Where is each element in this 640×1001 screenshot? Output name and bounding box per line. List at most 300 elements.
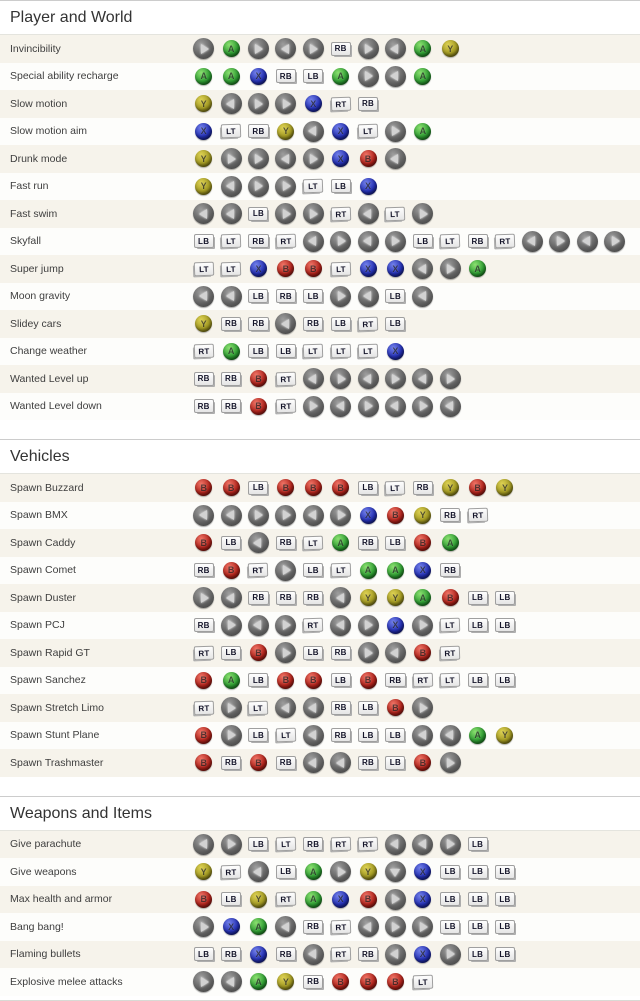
- lb-button-icon: LB: [440, 920, 460, 934]
- dpad-left-icon: [275, 38, 296, 59]
- face-button-y-icon: Y: [195, 863, 212, 880]
- lb-button-icon: LB: [385, 756, 405, 770]
- dpad-right-icon: [440, 258, 461, 279]
- button-slot: [327, 920, 354, 934]
- face-button-a-icon: A: [332, 68, 349, 85]
- dpad-right-icon: [193, 38, 214, 59]
- triangle-right: [283, 99, 291, 109]
- button-slot: [245, 563, 272, 577]
- lb-button-icon: LB: [385, 728, 405, 742]
- rb-button-icon: RB: [440, 563, 460, 577]
- lb-button-icon: LB: [385, 317, 405, 331]
- button-slot: [300, 95, 327, 112]
- button-slot: [190, 916, 217, 937]
- triangle-right: [283, 620, 291, 630]
- rb-button-icon: RB: [331, 42, 351, 56]
- button-slot: [354, 891, 381, 908]
- button-slot: [409, 481, 436, 495]
- button-slot: [300, 618, 327, 632]
- button-slot: [190, 315, 217, 332]
- button-slot: [354, 344, 381, 358]
- lt-button-icon: LT: [221, 261, 241, 276]
- triangle-right: [201, 922, 209, 932]
- dpad-right-icon: [549, 231, 570, 252]
- cheat-row: [0, 831, 640, 859]
- triangle-left: [418, 291, 426, 301]
- dpad-left-icon: [577, 231, 598, 252]
- lt-button-icon: LT: [330, 563, 350, 578]
- rb-button-icon: RB: [303, 975, 323, 989]
- button-slot: [300, 863, 327, 880]
- button-slot: [354, 124, 381, 138]
- button-slot: [217, 40, 244, 57]
- button-slot: [300, 203, 327, 224]
- dpad-left-icon: [221, 203, 242, 224]
- cheat-name: Give parachute: [10, 838, 82, 851]
- face-button-b-icon: B: [305, 672, 322, 689]
- face-button-x-icon: X: [250, 946, 267, 963]
- button-slot: [382, 66, 409, 87]
- triangle-right: [255, 44, 263, 54]
- button-slot: [300, 344, 327, 358]
- button-slot: [409, 644, 436, 661]
- cheat-row: [0, 90, 640, 118]
- button-sequence: [190, 176, 382, 197]
- button-slot: [272, 697, 299, 718]
- button-slot: [409, 258, 436, 279]
- triangle-right: [557, 236, 565, 246]
- dpad-right-icon: [412, 203, 433, 224]
- lt-button-icon: LT: [303, 535, 323, 550]
- triangle-right: [228, 703, 236, 713]
- cheat-name: Slidey cars: [10, 317, 62, 330]
- cheat-name: Spawn Trashmaster: [10, 756, 104, 769]
- button-slot: [354, 396, 381, 417]
- lb-button-icon: LB: [468, 920, 488, 934]
- face-button-y-icon: Y: [387, 589, 404, 606]
- button-slot: [491, 892, 518, 906]
- triangle-left: [363, 291, 371, 301]
- button-slot: [491, 618, 518, 632]
- button-slot: [437, 258, 464, 279]
- triangle-right: [365, 71, 373, 81]
- button-slot: [409, 891, 436, 908]
- face-button-a-icon: A: [223, 672, 240, 689]
- section-vehicles: [0, 439, 640, 781]
- lb-button-icon: LB: [468, 837, 488, 851]
- rt-button-icon: RT: [276, 234, 296, 249]
- button-slot: [491, 234, 518, 248]
- lb-button-icon: LB: [248, 289, 268, 303]
- button-slot: [354, 837, 381, 851]
- button-slot: [272, 672, 299, 689]
- lb-button-icon: LB: [358, 701, 378, 715]
- button-slot: [245, 260, 272, 277]
- face-button-y-icon: Y: [360, 589, 377, 606]
- triangle-right: [283, 648, 291, 658]
- dpad-left-icon: [275, 697, 296, 718]
- button-sequence: [190, 697, 437, 718]
- button-slot: [382, 861, 409, 882]
- cheat-row: [0, 913, 640, 941]
- dpad-right-icon: [412, 615, 433, 636]
- button-slot: [327, 179, 354, 193]
- button-slot: [217, 124, 244, 138]
- dpad-right-icon: [385, 916, 406, 937]
- face-button-b-icon: B: [442, 589, 459, 606]
- dpad-right-icon: [221, 148, 242, 169]
- button-slot: [190, 399, 217, 413]
- button-slot: [272, 837, 299, 851]
- button-slot: [272, 69, 299, 83]
- button-slot: [327, 837, 354, 851]
- face-button-a-icon: A: [223, 40, 240, 57]
- rb-button-icon: RB: [221, 756, 241, 770]
- button-slot: [217, 372, 244, 386]
- dpad-left-icon: [303, 725, 324, 746]
- button-slot: [354, 562, 381, 579]
- button-slot: [300, 148, 327, 169]
- button-sequence: [190, 532, 464, 553]
- button-slot: [327, 207, 354, 221]
- button-slot: [272, 728, 299, 742]
- button-slot: [272, 93, 299, 114]
- button-slot: [409, 615, 436, 636]
- button-slot: [300, 837, 327, 851]
- button-slot: [409, 507, 436, 524]
- cheat-name: Spawn Caddy: [10, 536, 76, 549]
- lb-button-icon: LB: [468, 865, 488, 879]
- face-button-y-icon: Y: [195, 178, 212, 195]
- dpad-right-icon: [275, 203, 296, 224]
- button-slot: [190, 587, 217, 608]
- triangle-right: [392, 236, 400, 246]
- button-sequence: [190, 396, 464, 417]
- lb-button-icon: LB: [468, 673, 488, 687]
- lt-button-icon: LT: [193, 261, 213, 276]
- face-button-a-icon: A: [442, 534, 459, 551]
- button-slot: [245, 701, 272, 715]
- face-button-y-icon: Y: [360, 863, 377, 880]
- face-button-b-icon: B: [332, 973, 349, 990]
- face-button-x-icon: X: [387, 343, 404, 360]
- face-button-b-icon: B: [250, 370, 267, 387]
- dpad-right-icon: [330, 286, 351, 307]
- button-slot: [272, 479, 299, 496]
- cheat-name: Moon gravity: [10, 290, 71, 303]
- face-button-b-icon: B: [195, 672, 212, 689]
- button-slot: [300, 920, 327, 934]
- face-button-b-icon: B: [195, 479, 212, 496]
- dpad-left-icon: [385, 396, 406, 417]
- button-slot: [409, 234, 436, 248]
- cheat-row: [0, 63, 640, 91]
- dpad-left-icon: [412, 725, 433, 746]
- button-slot: [272, 344, 299, 358]
- button-slot: [272, 591, 299, 605]
- button-slot: [300, 121, 327, 142]
- face-button-x-icon: X: [414, 946, 431, 963]
- button-slot: [217, 646, 244, 660]
- button-slot: [437, 368, 464, 389]
- button-slot: [300, 368, 327, 389]
- rb-button-icon: RB: [358, 947, 378, 961]
- face-button-a-icon: A: [223, 68, 240, 85]
- button-slot: [354, 973, 381, 990]
- button-slot: [382, 562, 409, 579]
- lt-button-icon: LT: [440, 618, 460, 633]
- button-slot: [354, 615, 381, 636]
- dpad-right-icon: [275, 560, 296, 581]
- triangle-left: [390, 44, 398, 54]
- button-sequence: [190, 368, 464, 389]
- button-slot: [272, 289, 299, 303]
- button-slot: [382, 396, 409, 417]
- triangle-left: [281, 319, 289, 329]
- triangle-left: [226, 291, 234, 301]
- face-button-a-icon: A: [332, 534, 349, 551]
- button-slot: [437, 396, 464, 417]
- dpad-right-icon: [440, 752, 461, 773]
- button-slot: [327, 286, 354, 307]
- cheat-row: [0, 639, 640, 667]
- button-slot: [190, 344, 217, 358]
- button-sequence: [190, 66, 437, 87]
- face-button-x-icon: X: [360, 178, 377, 195]
- button-slot: [217, 234, 244, 248]
- button-slot: [409, 589, 436, 606]
- face-button-a-icon: A: [250, 918, 267, 935]
- triangle-left: [418, 264, 426, 274]
- lt-button-icon: LT: [413, 974, 433, 989]
- face-button-b-icon: B: [469, 479, 486, 496]
- button-slot: [217, 562, 244, 579]
- rb-button-icon: RB: [276, 947, 296, 961]
- button-slot: [245, 891, 272, 908]
- cheat-name: Fast run: [10, 180, 49, 193]
- triangle-right: [392, 922, 400, 932]
- dpad-left-icon: [193, 286, 214, 307]
- triangle-left: [418, 839, 426, 849]
- button-slot: [300, 396, 327, 417]
- rb-button-icon: RB: [276, 591, 296, 605]
- button-slot: [327, 973, 354, 990]
- cheat-name: Slow motion aim: [10, 125, 88, 138]
- triangle-left: [363, 236, 371, 246]
- dpad-right-icon: [193, 587, 214, 608]
- rb-button-icon: RB: [248, 124, 268, 138]
- button-slot: [190, 534, 217, 551]
- triangle-right: [338, 867, 346, 877]
- button-slot: [217, 587, 244, 608]
- button-slot: [382, 728, 409, 742]
- button-slot: [354, 701, 381, 715]
- button-slot: [327, 673, 354, 687]
- triangle-right: [255, 154, 263, 164]
- button-slot: [464, 260, 491, 277]
- face-button-y-icon: Y: [442, 479, 459, 496]
- lb-button-icon: LB: [331, 317, 351, 331]
- button-slot: [245, 38, 272, 59]
- face-button-b-icon: B: [414, 754, 431, 771]
- cheat-name: Spawn Stunt Plane: [10, 729, 100, 742]
- cheat-row: [0, 200, 640, 228]
- triangle-left: [308, 949, 316, 959]
- face-button-x-icon: X: [332, 150, 349, 167]
- triangle-right: [255, 181, 263, 191]
- dpad-right-icon: [358, 38, 379, 59]
- button-slot: [327, 615, 354, 636]
- face-button-a-icon: A: [387, 562, 404, 579]
- dpad-left-icon: [385, 944, 406, 965]
- dpad-left-icon: [440, 396, 461, 417]
- cheat-name: Bang bang!: [10, 920, 64, 933]
- triangle-left: [308, 510, 316, 520]
- button-slot: [190, 971, 217, 992]
- triangle-right: [365, 648, 373, 658]
- dpad-right-icon: [385, 121, 406, 142]
- button-slot: [217, 286, 244, 307]
- triangle-left: [226, 209, 234, 219]
- dpad-right-icon: [330, 231, 351, 252]
- rb-button-icon: RB: [303, 837, 323, 851]
- triangle-right: [310, 44, 318, 54]
- lb-button-icon: LB: [221, 892, 241, 906]
- button-slot: [217, 343, 244, 360]
- button-slot: [437, 920, 464, 934]
- triangle-right: [338, 291, 346, 301]
- rb-button-icon: RB: [276, 756, 296, 770]
- triangle-left: [308, 374, 316, 384]
- button-slot: [354, 203, 381, 224]
- button-slot: [245, 505, 272, 526]
- button-slot: [409, 396, 436, 417]
- dpad-left-icon: [221, 286, 242, 307]
- dpad-right-icon: [358, 66, 379, 87]
- rb-button-icon: RB: [248, 317, 268, 331]
- face-button-b-icon: B: [195, 891, 212, 908]
- cheat-row: [0, 365, 640, 393]
- button-slot: [300, 479, 327, 496]
- lb-button-icon: LB: [385, 289, 405, 303]
- button-slot: [382, 207, 409, 221]
- button-sequence: [190, 971, 437, 992]
- face-button-a-icon: A: [223, 343, 240, 360]
- rt-button-icon: RT: [221, 864, 241, 879]
- button-slot: [272, 176, 299, 197]
- lt-button-icon: LT: [385, 480, 405, 495]
- lb-button-icon: LB: [248, 837, 268, 851]
- button-slot: [190, 618, 217, 632]
- dpad-left-icon: [303, 368, 324, 389]
- button-slot: [300, 752, 327, 773]
- button-slot: [190, 123, 217, 140]
- rb-button-icon: RB: [303, 591, 323, 605]
- rb-button-icon: RB: [358, 97, 378, 111]
- triangle-right: [392, 126, 400, 136]
- triangle-left: [253, 867, 261, 877]
- button-sequence: [190, 93, 382, 114]
- button-slot: [217, 176, 244, 197]
- button-slot: [491, 947, 518, 961]
- button-slot: [437, 892, 464, 906]
- rb-button-icon: RB: [194, 399, 214, 413]
- face-button-x-icon: X: [387, 260, 404, 277]
- button-slot: [245, 398, 272, 415]
- dpad-left-icon: [385, 38, 406, 59]
- rb-button-icon: RB: [358, 536, 378, 550]
- button-slot: [272, 123, 299, 140]
- button-slot: [272, 313, 299, 334]
- cheat-row: [0, 858, 640, 886]
- dpad-right-icon: [412, 697, 433, 718]
- button-slot: [245, 124, 272, 138]
- lb-button-icon: LB: [303, 69, 323, 83]
- rb-button-icon: RB: [221, 947, 241, 961]
- face-button-x-icon: X: [414, 891, 431, 908]
- button-slot: [437, 534, 464, 551]
- button-slot: [354, 97, 381, 111]
- cheat-name: Super jump: [10, 262, 64, 275]
- cheat-name: Invincibility: [10, 42, 61, 55]
- button-slot: [382, 642, 409, 663]
- button-slot: [217, 918, 244, 935]
- rt-button-icon: RT: [248, 563, 268, 578]
- button-sequence: [190, 752, 464, 773]
- button-slot: [327, 150, 354, 167]
- button-slot: [217, 756, 244, 770]
- triangle-left: [226, 181, 234, 191]
- button-slot: [190, 38, 217, 59]
- dpad-left-icon: [221, 587, 242, 608]
- button-slot: [300, 505, 327, 526]
- triangle-left: [418, 730, 426, 740]
- dpad-right-icon: [303, 148, 324, 169]
- button-slot: [437, 508, 464, 522]
- button-slot: [409, 562, 436, 579]
- face-button-a-icon: A: [469, 727, 486, 744]
- dpad-right-icon: [358, 642, 379, 663]
- button-slot: [272, 756, 299, 770]
- dpad-left-icon: [522, 231, 543, 252]
- button-slot: [464, 234, 491, 248]
- button-slot: [382, 889, 409, 910]
- button-slot: [245, 370, 272, 387]
- button-slot: [190, 672, 217, 689]
- button-slot: [300, 179, 327, 193]
- button-slot: [217, 505, 244, 526]
- cheat-name: Spawn Buzzard: [10, 481, 84, 494]
- triangle-right: [283, 181, 291, 191]
- lb-button-icon: LB: [495, 591, 515, 605]
- triangle-right: [392, 894, 400, 904]
- dpad-right-icon: [248, 93, 269, 114]
- dpad-right-icon: [221, 697, 242, 718]
- button-slot: [245, 946, 272, 963]
- dpad-left-icon: [412, 834, 433, 855]
- button-sequence: [190, 861, 519, 882]
- lt-button-icon: LT: [221, 234, 241, 249]
- rt-button-icon: RT: [440, 645, 460, 660]
- rt-button-icon: RT: [193, 700, 213, 715]
- button-slot: [245, 837, 272, 851]
- dpad-right-icon: [385, 231, 406, 252]
- button-slot: [437, 589, 464, 606]
- triangle-left: [390, 71, 398, 81]
- button-slot: [327, 646, 354, 660]
- dpad-left-icon: [330, 615, 351, 636]
- button-slot: [300, 231, 327, 252]
